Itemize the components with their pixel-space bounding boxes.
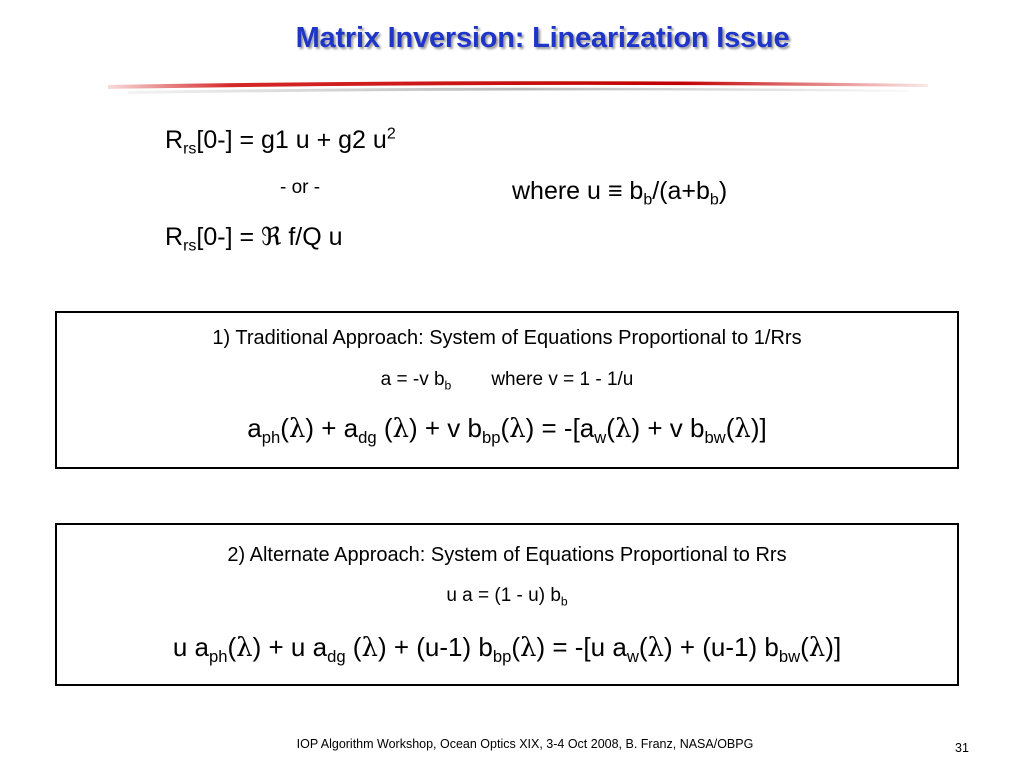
page-number: 31 <box>955 741 969 755</box>
equation-rrs-linear: $R_{rs}[0-]$ = ℜ f/Q u <box>165 222 343 255</box>
equation-rrs-quadratic: $R_{rs}[0-] = g1$ u + g2 $u^2$ <box>165 125 396 158</box>
slide-title: Matrix Inversion: Linearization Issue <box>295 22 790 54</box>
slide-footer: IOP Algorithm Workshop, Ocean Optics XIX, 3-4 Oct 2008, B. Franz, NASA/OBPG <box>296 737 754 751</box>
box1-relation: a = -v $b_b$ where v = 1 - 1/u <box>380 369 634 393</box>
box2-heading: 2) Alternate Approach: System of Equations Proportional to Rrs <box>227 544 787 566</box>
box2-equation: u $a_{ph}(\lambda) + u$ $a_{dg}$ (λ) + (u-1) $b_{bp}(\lambda) = -[u$ $a_w(\lambda) + (u-1)$ $b_{bw}(\lambda)$] <box>172 632 842 666</box>
alternate-approach-box <box>55 523 959 686</box>
box2-relation: u a = (1 - u) $b_b$ <box>446 585 568 609</box>
traditional-approach-box <box>55 311 959 469</box>
where-u-definition: where $u \equiv b_b/(a+b_b)$ <box>512 177 728 209</box>
title-divider-line <box>108 76 928 98</box>
or-separator: - or - <box>280 177 321 198</box>
box1-equation: $a_{ph}(\lambda) + a_{dg}$ (λ) + v $b_{bp}(\lambda) = -[a_w(\lambda) + v$ $b_{bw}(\lambda)$] <box>247 413 767 447</box>
box1-heading: 1) Traditional Approach: System of Equations Proportional to 1/Rrs <box>212 327 802 349</box>
